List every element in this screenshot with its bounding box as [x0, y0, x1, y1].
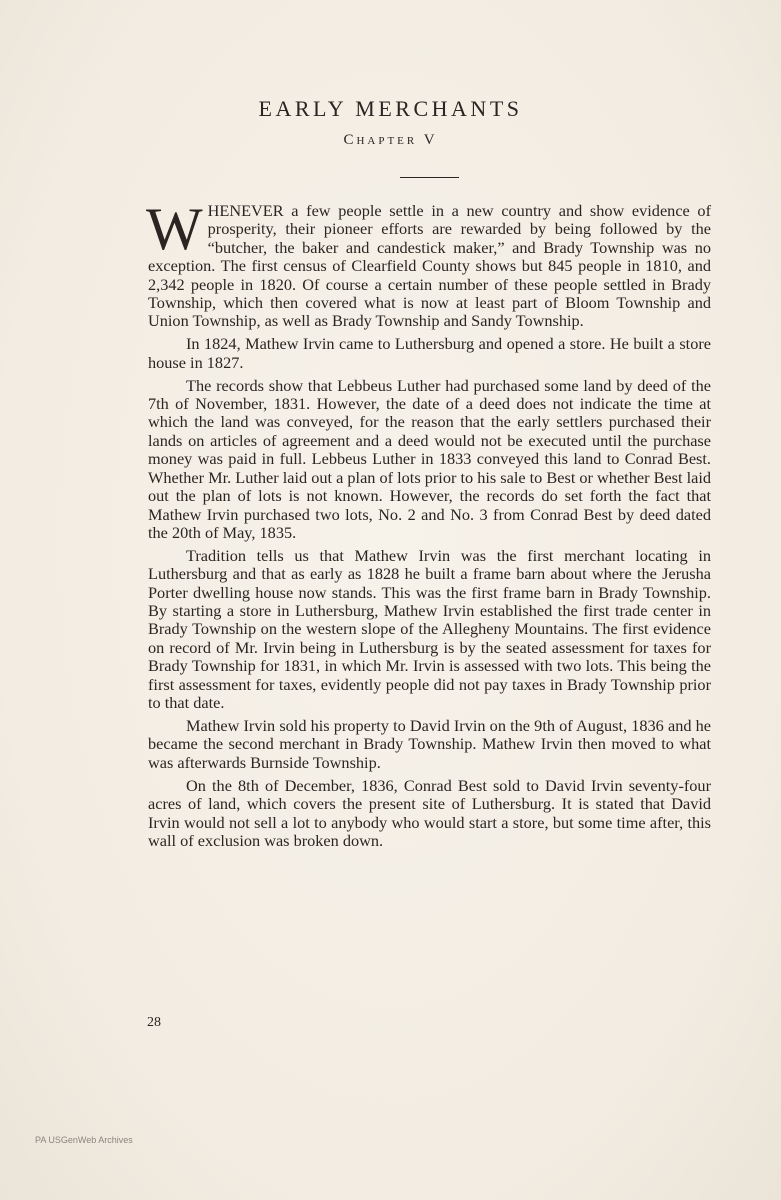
paragraph: Tradition tells us that Mathew Irvin was the first merchant locating in Luthersburg and that as early as 1828 he built a frame barn about where the Jerusha Porter dwelling house now stands. This was the first frame barn in Brady Township. By starting a store in Luthersburg, Mathew Irvin established the first trade center in Brady Township on the western slope of the Allegheny Mountains. The first evidence on record of Mr. Irvin being in Luthersburg is by the seated assessment for taxes for Brady Township for 1831, in which Mr. Irvin is assessed with two lots. This being the first assessment for taxes, evidently people did not pay taxes in Brady Township prior to that date.: [148, 545, 711, 713]
paragraph: On the 8th of December, 1836, Conrad Best sold to David Irvin seventy-four acres of land, which covers the present site of Luthersburg. It is stated that David Irvin would not sell a lot to anybody who would start a store, but some time after, this wall of exclusion was broken down.: [148, 775, 711, 850]
archive-watermark: PA USGenWeb Archives: [35, 1135, 133, 1145]
title-divider: [400, 177, 459, 178]
paragraph-text: HENEVER a few people settle in a new country and show evidence of prosperity, their pioneer efforts are rewarded by being followed by the “butcher, the baker and candestick maker,” and Brady Township was no exception. The first census of Clearfield County shows but 845 people in 1810, and 2,342 people in 1820. Of course a certain number of these people settled in Brady Township, which then covered what is now at least part of Bloom Township and Union Township, as well as Brady Township and Sandy Township.: [148, 201, 711, 331]
paragraph: [146, 196, 711, 331]
paragraph: The records show that Lebbeus Luther had purchased some land by deed of the 7th of November, 1831. However, the date of a deed does not indicate the time at which the land was conveyed, for the reason that the early settlers purchased their lands on articles of agreement and a deed would not be executed until the purchase money was paid in full. Lebbeus Luther in 1833 conveyed this land to Conrad Best. Whether Mr. Luther laid out a plan of lots prior to his sale to Best or whether Best laid out the plan of lots is not known. However, the records do set forth the fact that Mathew Irvin purchased two lots, No. 2 and No. 3 from Conrad Best by deed dated the 20th of May, 1835.: [148, 375, 711, 542]
paragraph: Mathew Irvin sold his property to David Irvin on the 9th of August, 1836 and he became the second merchant in Brady Township. Mathew Irvin then moved to what was afterwards Burnside Township.: [148, 715, 711, 772]
chapter-body: [146, 196, 711, 855]
chapter-title: EARLY MERCHANTS: [258, 96, 523, 121]
page-number: 28: [147, 1015, 161, 1030]
paragraph: In 1824, Mathew Irvin came to Luthersburg and opened a store. He built a store house in 1827.: [148, 334, 711, 372]
chapter-number: Chapter V: [343, 132, 438, 148]
drop-cap: W: [146, 196, 203, 262]
